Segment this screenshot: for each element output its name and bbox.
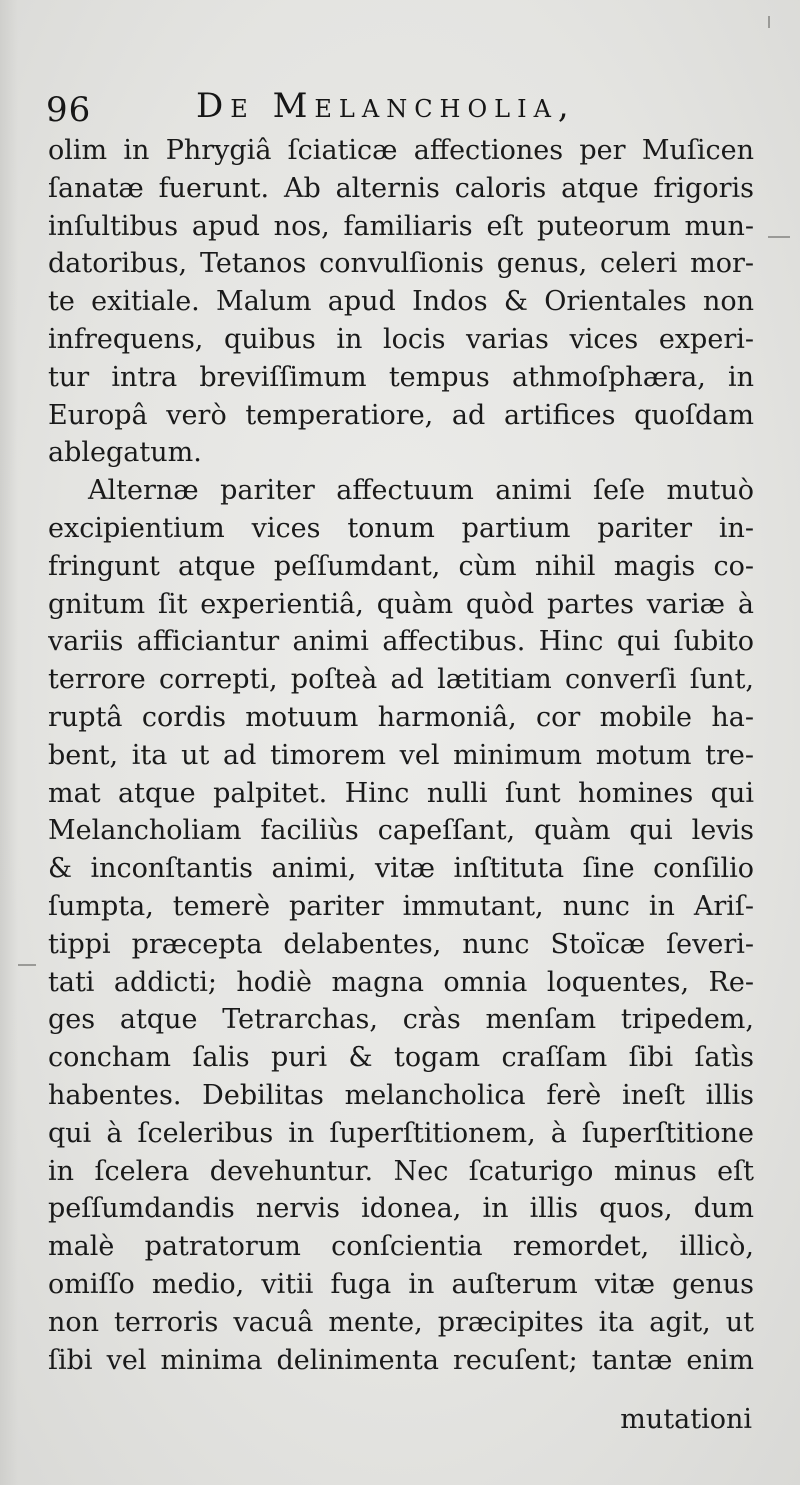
text-line: non terroris vacuâ mente, præcipites ita agit, ut <box>48 1306 754 1338</box>
text-line: ges atque Tetrarchas, cràs menſam tripedem, <box>48 1004 754 1036</box>
text-line: tur intra breviſſimum tempus athmoſphæra, in <box>48 361 754 393</box>
text-line: inſultibus apud nos, familiaris eſt puteorum mun- <box>48 210 754 242</box>
text-line: malè patratorum conſcientia remordet, illicò, <box>48 1231 754 1263</box>
text-line: & inconſtantis animi, vitæ inſtituta ſine conſilio <box>48 853 754 885</box>
page-gutter-shadow <box>0 0 18 1485</box>
text-line: olim in Phrygiâ ſciaticæ affectiones per Muſicen <box>48 135 754 166</box>
text-line: ablegatum. <box>48 437 202 469</box>
text-line: tippi præcepta delabentes, nunc Stoïcæ ſeveri- <box>48 928 754 960</box>
text-line: excipientium vices tonum partium pariter in- <box>48 512 754 544</box>
text-line: datoribus, Tetanos convulſionis genus, celeri mor- <box>48 248 754 280</box>
text-line: peſſumdandis nervis idonea, in illis quos, dum <box>48 1193 754 1225</box>
text-line: concham ſalis puri & togam craſſam ſibi ſatìs <box>48 1042 754 1074</box>
text-line: variis afficiantur animi affectibus. Hinc qui ſubito <box>48 626 754 658</box>
text-line: in ſcelera devehuntur. Nec ſcaturigo minus eſt <box>48 1155 754 1187</box>
text-line: gnitum ſit experientiâ, quàm quòd partes variæ à <box>48 588 754 620</box>
page-number: 96 <box>46 90 92 130</box>
text-line: ſibi vel minima delinimenta recuſent; tantæ enim <box>48 1344 754 1376</box>
text-line: infrequens, quibus in locis varias vices experi- <box>48 323 754 355</box>
paragraph-start-line: Alternæ pariter affectuum animi ſeſe mutuò <box>88 475 754 507</box>
text-line: ſanatæ fuerunt. Ab alternis caloris atque frigoris <box>48 172 754 204</box>
text-line: habentes. Debilitas melancholica ferè ineſt illis <box>48 1079 754 1111</box>
text-line: tati addicti; hodiè magna omnia loquentes, Re- <box>48 966 754 998</box>
text-line: te exitiale. Malum apud Indos & Orientales non <box>48 286 754 318</box>
text-line: ruptâ cordis motuum harmoniâ, cor mobile ha- <box>48 701 754 733</box>
text-line: terrore correpti, poſteà ad lætitiam converſi ſunt, <box>48 664 754 696</box>
text-line: mat atque palpitet. Hinc nulli ſunt homines qui <box>48 777 754 809</box>
text-line: Europâ verò temperatiore, ad artifices quoſdam <box>48 399 754 431</box>
text-line: bent, ita ut ad timorem vel minimum motum tre- <box>48 739 754 771</box>
text-line: omiſſo medio, vitii fuga in auſterum vitæ genus <box>48 1268 754 1300</box>
text-line: ſumpta, temerè pariter immutant, nunc in Ariſ- <box>48 890 754 922</box>
margin-mark <box>768 16 770 28</box>
text-line: Melancholiam faciliùs capeſſant, quàm qui levis <box>48 815 754 847</box>
running-title: De Melancholia, <box>196 86 576 126</box>
body-text <box>48 132 754 1379</box>
margin-mark <box>18 964 36 966</box>
margin-mark <box>768 236 790 238</box>
catchword: mutationi <box>620 1404 752 1435</box>
text-line: qui à ſceleribus in ſuperſtitionem, à ſuperſtitione <box>48 1117 754 1149</box>
text-line: fringunt atque peſſumdant, cùm nihil magis co- <box>48 550 754 582</box>
page-header <box>46 84 766 132</box>
